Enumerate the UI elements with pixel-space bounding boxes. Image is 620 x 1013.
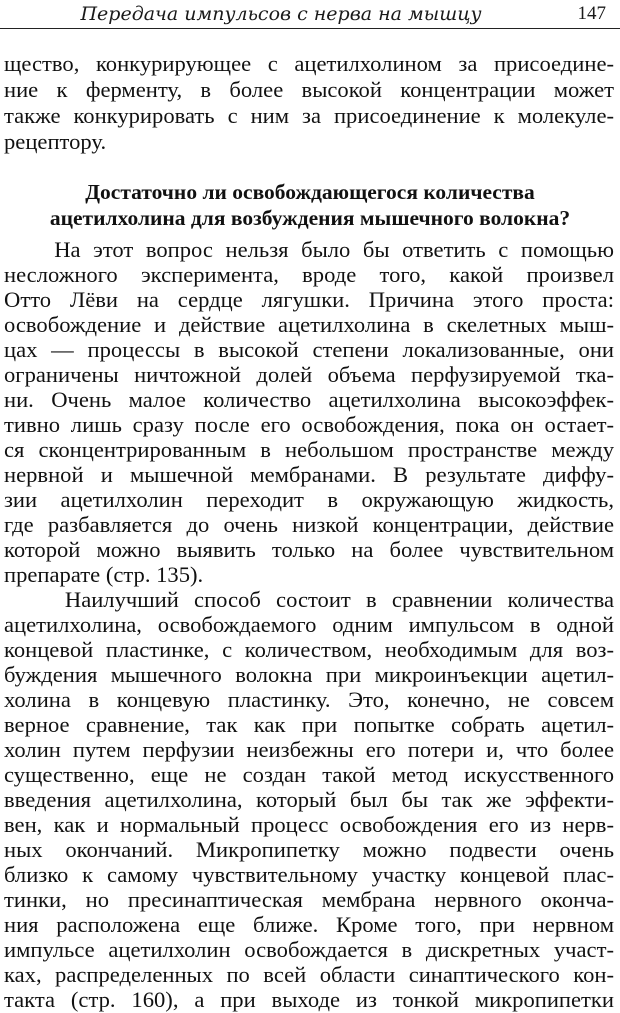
text-line: которой можно выявить только на более чувствительном [4, 537, 614, 562]
text-line: Отто Лёви на сердце лягушки. Причина этого проста: [4, 287, 614, 312]
text-line: где разбавляется до очень низкой концентрации, действие [4, 512, 614, 537]
text-line: вен, как и нормальный процесс освобождения его из нерв- [4, 812, 614, 837]
text-line: зии ацетилхолин переходит в окружающую жидкость, [4, 487, 614, 512]
text-line: ние к ферменту, в более высокой концентрации может [4, 77, 614, 102]
text-line: ния расположена еще ближе. Кроме того, при нервном [4, 912, 614, 937]
heading-line: ацетилхолина для возбуждения мышечного волокна? [49, 206, 571, 230]
heading-line: Достаточно ли освобождающегося количества [85, 180, 535, 204]
page-header [0, 0, 620, 32]
text-line: также конкурировать с ним за присоединение к молекуле- [4, 103, 614, 128]
text-line: ацетилхолина, освобождаемого одним импульсом в одной [4, 612, 614, 637]
text-line: импульсе ацетилхолин освобождается в дискретных участ- [4, 937, 614, 962]
text-line: существенно, еще не создан такой метод искусственного [4, 762, 614, 787]
text-line: тивно лишь сразу после его освобождения, пока он остает- [4, 412, 614, 437]
text-line: освобождение и действие ацетилхолина в скелетных мыш- [4, 312, 614, 337]
text-line: холина в концевую пластинку. Это, конечно, не совсем [4, 687, 614, 712]
text-line: холин путем перфузии неизбежны его потери и, что более [4, 737, 614, 762]
text-line: такта (стр. 160), а при выходе из тонкой микропипетки [4, 987, 614, 1012]
text-line: ограничены ничтожной долей объема перфузируемой тка- [4, 362, 614, 387]
text-line: цах — процессы в высокой степени локализованные, они [4, 337, 614, 362]
text-line: введения ацетилхолина, который был бы так же эффекти- [4, 787, 614, 812]
text-line: На этот вопрос нельзя было бы ответить с помощью [4, 237, 614, 262]
text-line: препарате (стр. 135). [4, 562, 204, 587]
text-line: ных окончаний. Микропипетку можно подвести очень [4, 837, 614, 862]
header-rule [0, 28, 620, 29]
text-line: несложного эксперимента, вроде того, какой произвел [4, 262, 614, 287]
text-line: ни. Очень малое количество ацетилхолина высокоэффек- [4, 387, 614, 412]
text-line: щество, конкурирующее с ацетилхолином за присоедине- [4, 51, 614, 76]
text-line: буждения мышечного волокна при микроинъекции ацетил- [4, 662, 614, 687]
text-line: ках, распределенных по всей области синаптического кон- [4, 962, 614, 987]
text-line: близко к самому чувствительному участку концевой плас- [4, 862, 614, 887]
text-line: тинки, но пресинаптическая мембрана нервного оконча- [4, 887, 614, 912]
text-line: концевой пластинке, с количеством, необходимым для воз- [4, 637, 614, 662]
page-number: 147 [577, 3, 606, 24]
text-line: Наилучший способ состоит в сравнении количества [4, 587, 614, 612]
text-line: нервной и мышечной мембранами. В результате диффу- [4, 462, 614, 487]
text-line: верное сравнение, так как при попытке собрать ацетил- [4, 712, 614, 737]
text-line: ся сконцентрированным в небольшом пространстве между [4, 437, 614, 462]
running-title: Передача импульсов с нерва на мышцу [80, 3, 482, 25]
text-line: рецептору. [4, 129, 107, 154]
